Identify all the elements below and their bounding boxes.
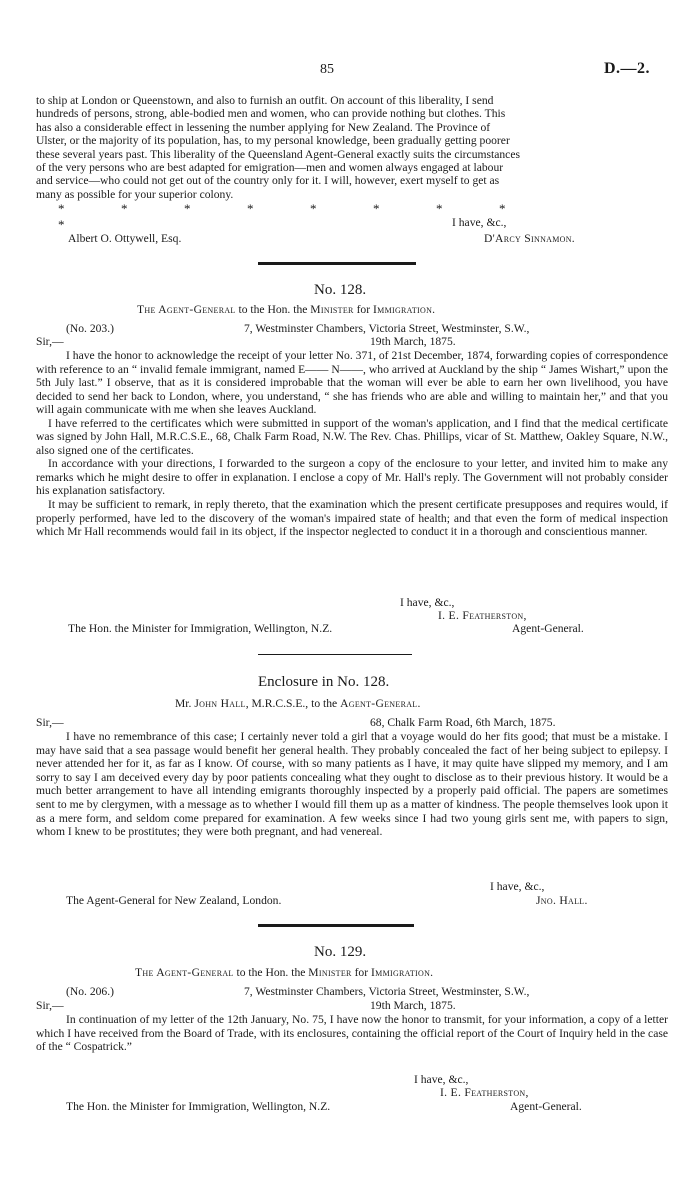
heading-sender: John Hall xyxy=(194,697,246,710)
addressee: The Agent-General for New Zealand, London. xyxy=(66,894,282,907)
addressee: The Hon. the Minister for Immigration, Wellington, N.Z. xyxy=(66,1100,331,1113)
closing: I have, &c., xyxy=(490,880,545,893)
paragraph: I have referred to the certificates which were submitted in support of the woman's application, and I find that the medical certificate was signed by John Hall, M.R.C.S.E., 68, Chalk Farm Road, N.W. The Rev. Chas. Phillips, vicar of St. Matthew, Oakley Square, N.W., also signed one of the certificates. xyxy=(36,416,668,457)
omission-stars xyxy=(58,201,618,233)
heading-text: to the Hon. the xyxy=(235,303,311,316)
salutation: Sir,— xyxy=(36,999,64,1012)
continuation-text xyxy=(36,94,668,201)
signature: I. E. Featherston, xyxy=(438,609,527,622)
series-reference: D.—2. xyxy=(604,60,651,77)
heading-minister: Minister xyxy=(308,966,352,979)
paragraph: I have no remembrance of this case; I certainly never told a girl that a voyage would do her fits good; that must be a mistake. I may have said that a sea passage would benefit her general health. They probably concealed the fact of her being subject to epilepsy. I never attended her for it, as far as I know. Of course, with so many patients as I have, it may quite have slipped my memory, and I am sorry to say I am deceived every day by poor patients concealing what they ought to disclose as to their previous history. It would be a much better arrangement to have all intending emigrants thoroughly inspected by a properly paid official. The papers are sometimes sent to me by clergymen, with a message as to whether I would fill them up as a matter of kindness. The people themselves look upon it as a mere form, and seldom come prepared for examination. A few weeks since I had two young girls sent me, with papers to sign, whom I knew to be prostitutes; they were both pregnant, and had venereal. xyxy=(36,730,668,839)
letter-date: 19th March, 1875. xyxy=(370,999,456,1012)
heading-recipient: Agent-General xyxy=(340,697,418,710)
section-divider xyxy=(258,262,416,265)
letter-body xyxy=(36,349,668,539)
heading-text: for xyxy=(351,966,371,979)
page-number: 85 xyxy=(320,62,334,77)
heading-sender: The Agent-General xyxy=(135,966,234,979)
heading-department: Immigration xyxy=(373,303,433,316)
star: * xyxy=(121,201,128,216)
star: * xyxy=(499,201,506,216)
address-date: 68, Chalk Farm Road, 6th March, 1875. xyxy=(370,716,556,729)
heading-text: for xyxy=(353,303,373,316)
signature: D'Arcy Sinnamon. xyxy=(484,232,575,245)
heading-text: . xyxy=(430,966,434,979)
letter-heading xyxy=(135,966,433,979)
heading-text: Mr. xyxy=(175,697,195,710)
continuation-line: these several years past. This liberality of the Queensland Agent-General exactly suits the circumstances xyxy=(36,147,520,161)
letter-reference: (No. 203.) xyxy=(66,322,114,335)
continuation-line: Ulster, or the majority of its population, has, to my personal knowledge, been gradually getting poorer xyxy=(36,134,510,148)
continuation-line: hundreds of persons, strong, able-bodied men and women, who can provide nothing but clothes. This xyxy=(36,107,506,121)
enclosure-body xyxy=(36,730,668,839)
continuation-line: of the very persons who are best adapted for emigration—men and women always engaged at labour xyxy=(36,161,504,175)
star: * xyxy=(310,201,317,216)
paragraph: In accordance with your directions, I forwarded to the surgeon a copy of the enclosure to your letter, and invited him to make any remarks which he might desire to offer in explanation. I enclose a copy of Mr. Hall's reply. The Government will not probably consider his explanation satisfactory. xyxy=(36,457,668,498)
closing: I have, &c., xyxy=(452,216,507,229)
star: * xyxy=(436,201,443,216)
sender-address: 7, Westminster Chambers, Victoria Street, Westminster, S.W., xyxy=(244,322,530,335)
continuation-line: many as possible for your superior colony. xyxy=(36,187,234,201)
continuation-line: and service—who could not get out of the country only for it. I will, however, exert myself to get as xyxy=(36,174,500,188)
paragraph: In continuation of my letter of the 12th January, No. 75, I have now the honor to transmit, for your information, a copy of a letter which I have received from the Board of Trade, with its enclosures, containing the official report of the Court of Inquiry held in the case of the “ Cospatrick.” xyxy=(36,1013,668,1054)
letter-number: No. 129. xyxy=(314,944,367,960)
heading-minister: Minister xyxy=(310,303,354,316)
section-divider xyxy=(258,654,412,655)
star: * xyxy=(247,201,254,216)
signature: I. E. Featherston, xyxy=(440,1086,529,1099)
enclosure-title: Enclosure in No. 128. xyxy=(258,674,390,690)
letter-heading xyxy=(137,303,435,316)
star: * xyxy=(373,201,380,216)
heading-text: to the Hon. the xyxy=(233,966,309,979)
heading-text: . xyxy=(432,303,436,316)
salutation: Sir,— xyxy=(36,335,64,348)
addressee: Albert O. Ottywell, Esq. xyxy=(68,232,182,245)
heading-department: Immigration xyxy=(371,966,431,979)
section-divider xyxy=(258,924,414,927)
letter-number: No. 128. xyxy=(314,282,367,298)
star: * xyxy=(58,217,65,232)
sender-address: 7, Westminster Chambers, Victoria Street, Westminster, S.W., xyxy=(244,985,530,998)
paragraph: It may be sufficient to remark, in reply thereto, that the examination which the present certificate presupposes and requires would, if properly performed, have led to the discovery of the woman's impaired state of health; and that even the form of medical inspection which Mr Hall recommends would fail in its object, if the inspector neglected to conduct it in a thorough and conscientious manner. xyxy=(36,498,668,539)
star: * xyxy=(58,201,65,216)
paragraph: I have the honor to acknowledge the receipt of your letter No. 371, of 21st December, 1874, forwarding copies of correspondence with reference to an “ invalid female immigrant, named E—— N——, who arrived at Auckland by the ship “ James Wishart,” upon the 5th July last.” I observe, that as it is considered improbable that the woman will ever be able to earn her own livelihood, you have decided to send her back to London, where, you understand, “ she has friends who are able and willing to maintain her,” and that you will again communicate with me when she leaves Auckland. xyxy=(36,349,668,417)
closing: I have, &c., xyxy=(400,596,455,609)
enclosure-heading xyxy=(175,697,420,710)
addressee: The Hon. the Minister for Immigration, Wellington, N.Z. xyxy=(68,622,333,635)
letter-body xyxy=(36,1013,668,1054)
heading-sender: The Agent-General xyxy=(137,303,236,316)
continuation-line: to ship at London or Queenstown, and also to furnish an outfit. On account of this liberality, I send xyxy=(36,94,494,107)
closing: I have, &c., xyxy=(414,1073,469,1086)
signature-title: Agent-General. xyxy=(510,1100,582,1113)
continuation-line: has also a considerable effect in lessening the number applying for New Zealand. The Province of xyxy=(36,120,491,134)
heading-text: . xyxy=(417,697,421,710)
letter-reference: (No. 206.) xyxy=(66,985,114,998)
heading-text: , M.R.C.S.E., to the xyxy=(245,697,341,710)
letter-date: 19th March, 1875. xyxy=(370,335,456,348)
signature: Jno. Hall. xyxy=(536,894,588,907)
signature-title: Agent-General. xyxy=(512,622,584,635)
star: * xyxy=(184,201,191,216)
salutation: Sir,— xyxy=(36,716,64,729)
